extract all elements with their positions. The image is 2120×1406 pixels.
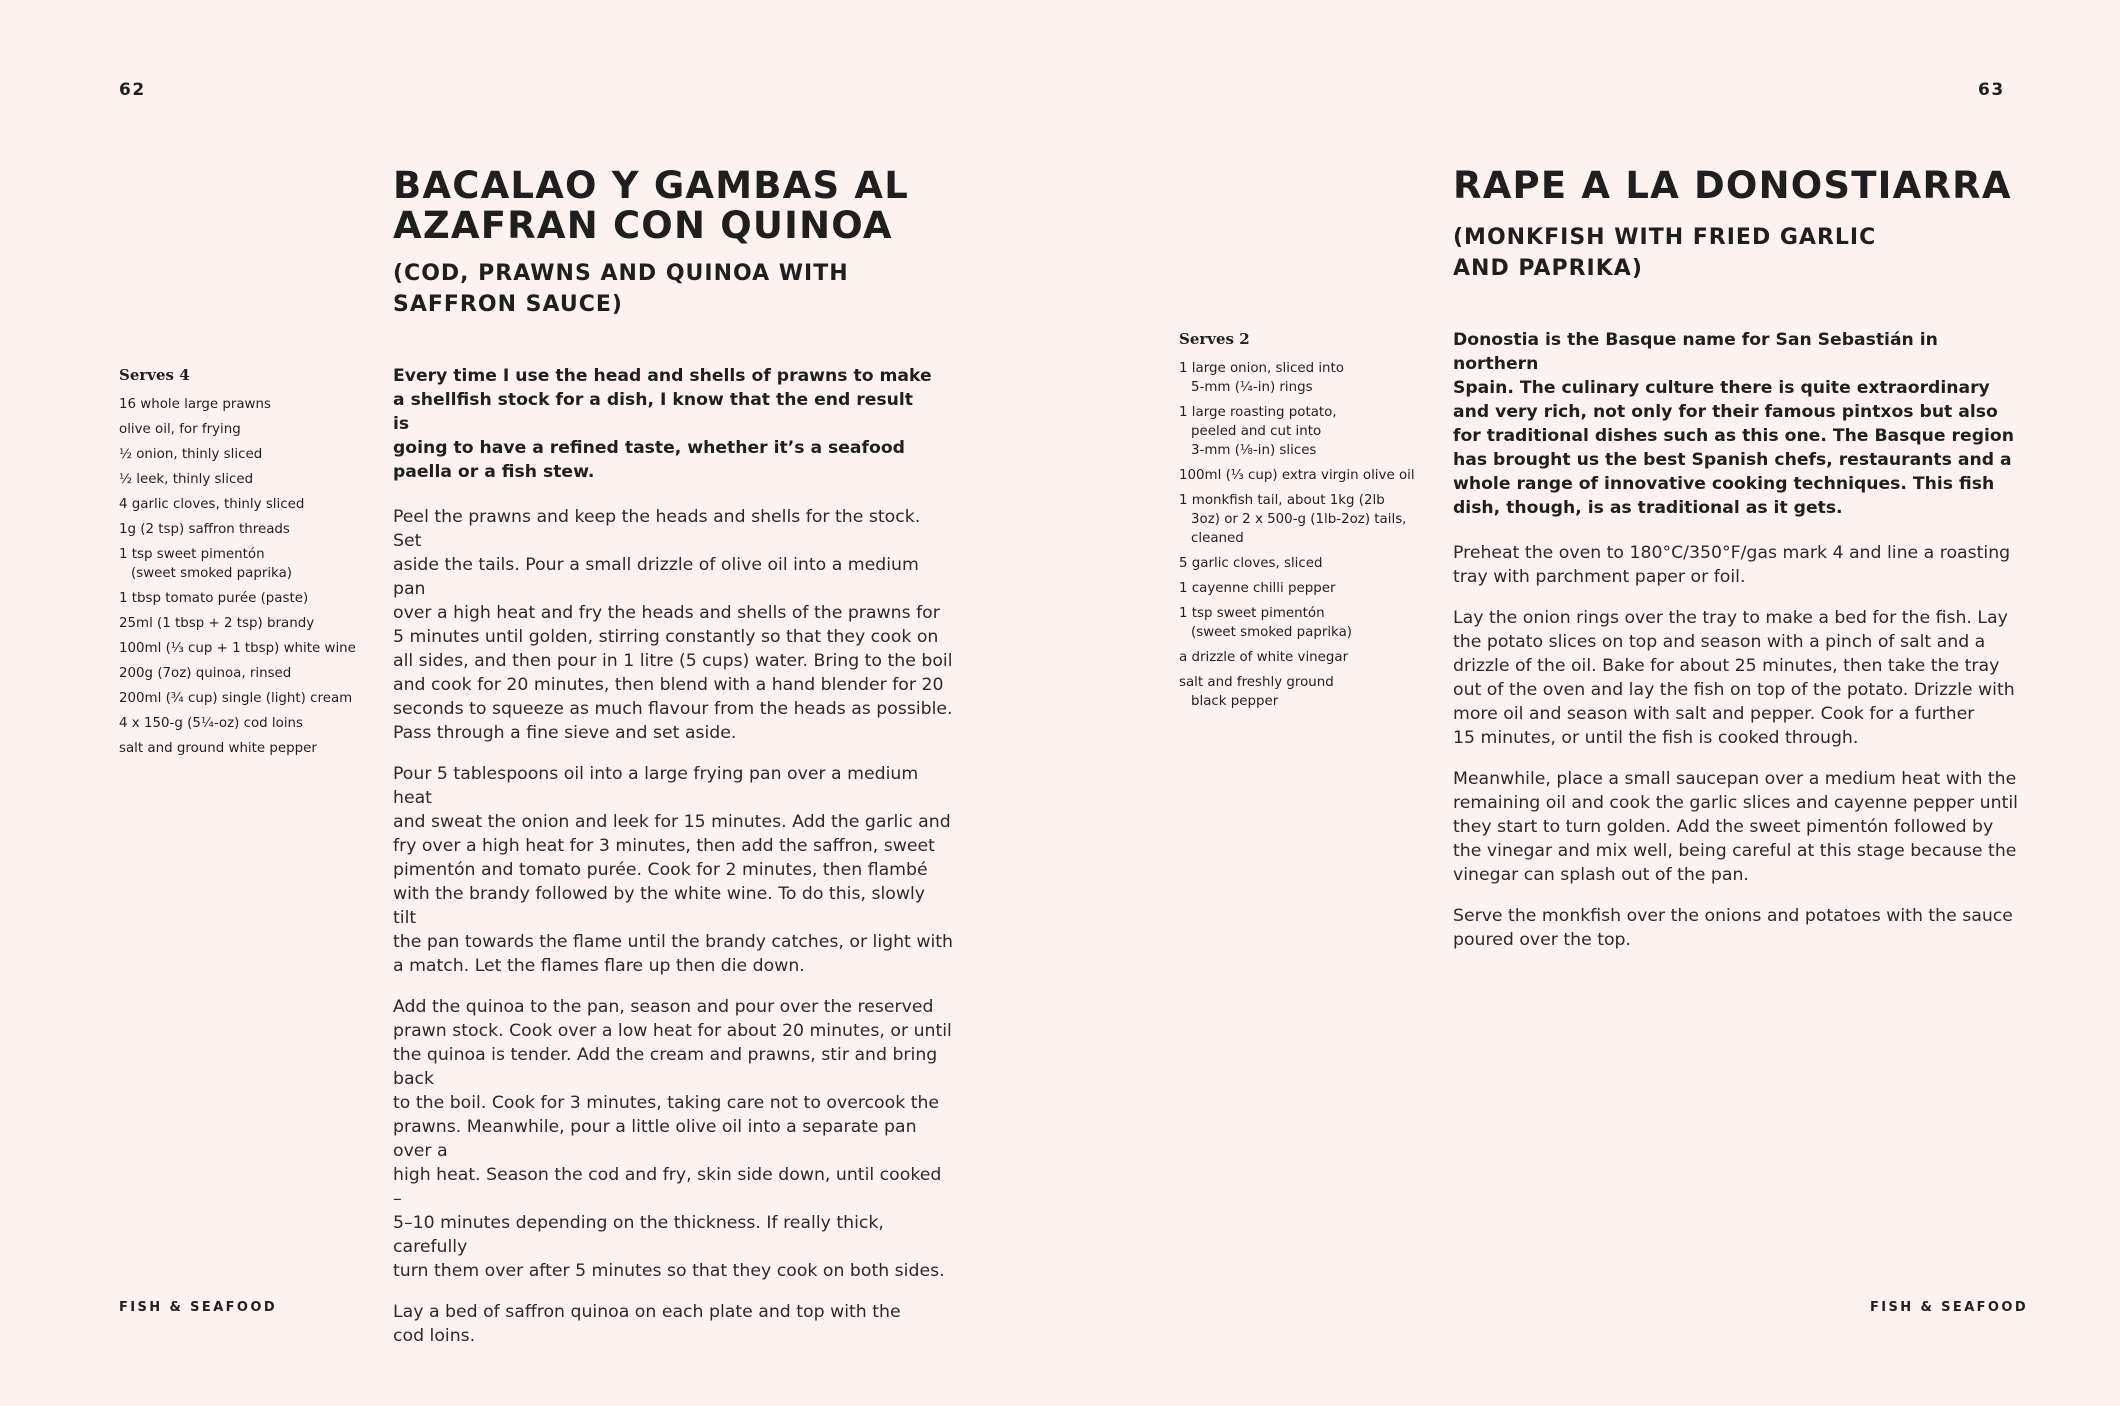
ingredient-item: salt and freshly ground black pepper (1179, 675, 1334, 709)
recipe-title-right: RAPE A LA DONOSTIARRA (1453, 164, 2012, 207)
recipe-subtitle-left: (COD, PRAWNS AND QUINOA WITH SAFFRON SAUCE) (393, 261, 849, 317)
method-paragraph: Serve the monkfish over the onions and potatoes with the sauce poured over the top. (1453, 906, 2013, 950)
recipe-intro-left: Every time I use the head and shells of prawns to make a shellfish stock for a dish, I know that the end result is going to have a refined taste, whether it’s a seafood paella or a fish stew. (393, 366, 932, 482)
recipe-subtitle-right: (MONKFISH WITH FRIED GARLIC AND PAPRIKA) (1453, 225, 1877, 281)
method-paragraph: Preheat the oven to 180°C/350°F/gas mark 4 and line a roasting tray with parchment paper or foil. (1453, 543, 2011, 587)
page-number-right: 63 (1978, 80, 2005, 100)
ingredient-item: 25ml (1 tbsp + 2 tsp) brandy (119, 616, 315, 631)
method-left (393, 505, 953, 1365)
ingredient-item: 4 garlic cloves, thinly sliced (119, 497, 305, 512)
method-paragraph: Meanwhile, place a small saucepan over a medium heat with the remaining oil and cook the garlic slices and cayenne pepper until they start to turn golden. Add the sweet pimentón followed by the vinegar and mix well, being careful at this stage because the vinegar can splash out of the pan. (1453, 769, 2018, 885)
method-paragraph: Lay the onion rings over the tray to make a bed for the fish. Lay the potato slices on top and season with a pinch of salt and a drizzle of the oil. Bake for about 25 minutes, then take the tray out of the oven and lay the fish on top of the potato. Drizzle with more oil and season with salt and pepper. Cook for a further 15 minutes, or until the fish is cooked through. (1453, 608, 2015, 748)
ingredient-item: 100ml (⅓ cup) extra virgin olive oil (1179, 468, 1415, 483)
serves-label-left: Serves 4 (119, 366, 190, 384)
ingredient-item: 1g (2 tsp) saffron threads (119, 522, 290, 537)
ingredient-item: ½ onion, thinly sliced (119, 447, 263, 462)
method-paragraph: Lay a bed of saffron quinoa on each plate and top with the cod loins. (393, 1302, 901, 1346)
method-paragraph: Pour 5 tablespoons oil into a large frying pan over a medium heat and sweat the onion and leek for 15 minutes. Add the garlic and fry over a high heat for 3 minutes, then add the saffron, sweet pimentón and tomato purée. Cook for 2 minutes, then flambé with the brandy followed by the white wine. To do this, slowly tilt the pan towards the flame until the brandy catches, or light with a match. Let the flames flare up then die down. (393, 764, 953, 976)
ingredient-item: 100ml (⅓ cup + 1 tbsp) white wine (119, 641, 356, 656)
ingredient-item: olive oil, for frying (119, 422, 241, 437)
ingredient-item: 1 large onion, sliced into 5-mm (¼-in) rings (1179, 361, 1344, 395)
section-folio-left: FISH & SEAFOOD (119, 1300, 278, 1315)
ingredient-item: 200g (7oz) quinoa, rinsed (119, 666, 292, 681)
method-paragraph: Peel the prawns and keep the heads and shells for the stock. Set aside the tails. Pour a small drizzle of olive oil into a medium pan over a high heat and fry the heads and shells of the prawns for 5 minutes until golden, stirring constantly so that they cook on all sides, and then pour in 1 litre (5 cups) water. Bring to the boil and cook for 20 minutes, then blend with a hand blender for 20 seconds to squeeze as much flavour from the heads as possible. Pass through a fine sieve and set aside. (393, 507, 953, 743)
ingredient-item: 200ml (¾ cup) single (light) cream (119, 691, 353, 706)
ingredient-item: ½ leek, thinly sliced (119, 472, 254, 487)
page-number-left: 62 (119, 80, 146, 100)
ingredient-item: 1 tbsp tomato purée (paste) (119, 591, 309, 606)
serves-label-right: Serves 2 (1179, 330, 1250, 348)
ingredient-item: 1 tsp sweet pimentón (sweet smoked paprika) (119, 547, 293, 581)
recipe-title-left: BACALAO Y GAMBAS AL AZAFRAN CON QUINOA (393, 164, 910, 247)
section-folio-right: FISH & SEAFOOD (1870, 1300, 2029, 1315)
ingredients-panel-right (1179, 330, 1419, 717)
method-right (1453, 541, 2028, 969)
ingredient-item: salt and ground white pepper (119, 741, 317, 756)
ingredient-list-left (119, 395, 359, 758)
method-paragraph: Add the quinoa to the pan, season and pour over the reserved prawn stock. Cook over a low heat for about 20 minutes, or until the quinoa is tender. Add the cream and prawns, stir and bring back to the boil. Cook for 3 minutes, taking care not to overcook the prawns. Meanwhile, pour a little olive oil into a separate pan over a high heat. Season the cod and fry, skin side down, until cooked – 5–10 minutes depending on the thickness. If really thick, carefully turn them over after 5 minutes so that they cook on both sides. (393, 997, 952, 1281)
ingredient-item: 16 whole large prawns (119, 397, 271, 412)
ingredient-item: 4 x 150-g (5¼-oz) cod loins (119, 716, 304, 731)
ingredient-item: 1 large roasting potato, peeled and cut into 3-mm (⅛-in) slices (1179, 405, 1337, 458)
ingredient-item: 1 tsp sweet pimentón (sweet smoked paprika) (1179, 606, 1353, 640)
ingredient-item: 5 garlic cloves, sliced (1179, 556, 1323, 571)
ingredient-item: 1 monkfish tail, about 1kg (2lb 3oz) or 2 x 500-g (1lb-2oz) tails, cleaned (1179, 493, 1407, 546)
ingredient-item: 1 cayenne chilli pepper (1179, 581, 1336, 596)
recipe-intro-right: Donostia is the Basque name for San Sebastián in northern Spain. The culinary culture there is quite extraordinary and very rich, not only for their famous pintxos but also for traditional dishes such as this one. The Basque region has brought us the best Spanish chefs, restaurants and a whole range of innovative cooking techniques. This fish dish, though, is as traditional as it gets. (1453, 330, 2014, 518)
ingredient-list-right (1179, 359, 1419, 711)
ingredients-panel-left (119, 366, 359, 764)
ingredient-item: a drizzle of white vinegar (1179, 650, 1349, 665)
